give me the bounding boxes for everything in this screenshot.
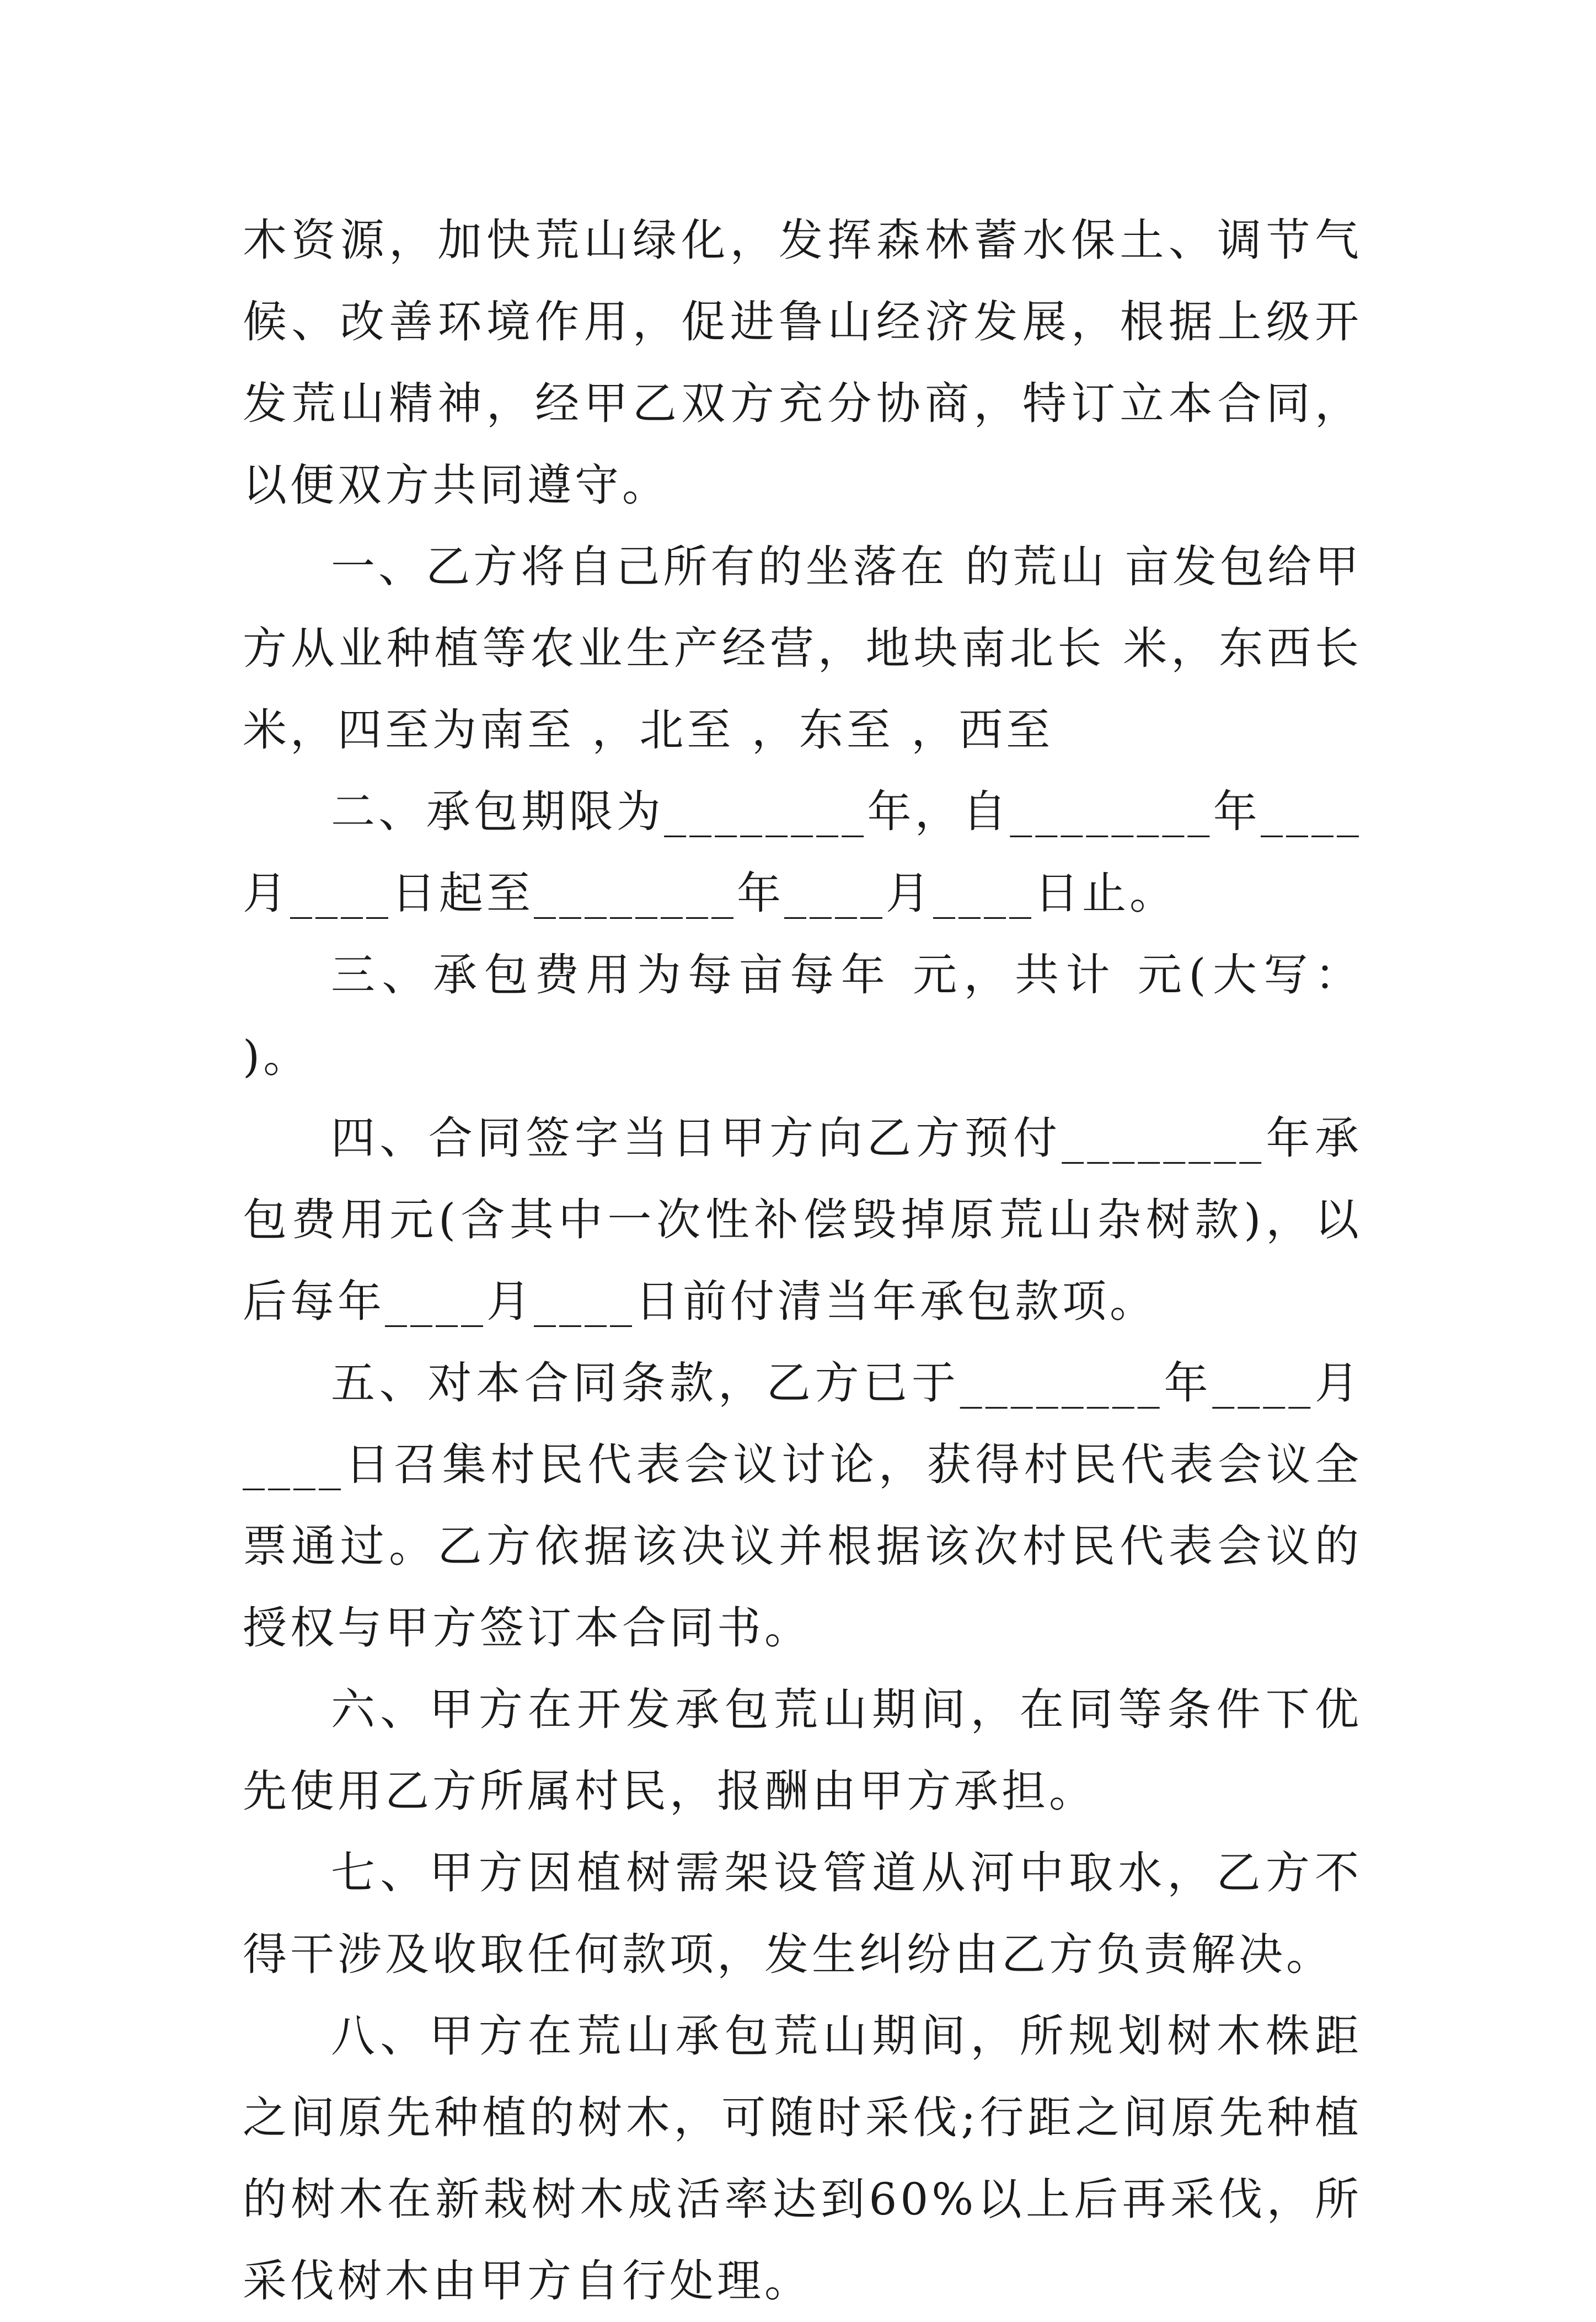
contract-body bbox=[243, 200, 1362, 2322]
clause-3: 三、承包费用为每亩每年 元，共计 元(大写： )。 bbox=[243, 949, 1362, 1082]
clause-7: 七、甲方因植树需架设管道从河中取水，乙方不得干涉及收取任何款项，发生纠纷由乙方负责解决。 bbox=[243, 1847, 1362, 1980]
clause-6: 六、甲方在开发承包荒山期间，在同等条件下优先使用乙方所属村民，报酬由甲方承担。 bbox=[243, 1684, 1362, 1817]
paragraph-intro: 木资源，加快荒山绿化，发挥森林蓄水保土、调节气候、改善环境作用，促进鲁山经济发展，根据上级开发荒山精神，经甲乙双方充分协商，特订立本合同，以便双方共同遵守。 bbox=[243, 215, 1362, 511]
clause-8: 八、甲方在荒山承包荒山期间，所规划树木株距之间原先种植的树木，可随时采伐;行距之间原先种植的树木在新栽树木成活率达到60%以上后再采伐，所采伐树木由甲方自行处理。 bbox=[243, 2010, 1362, 2307]
clause-4: 四、合同签字当日甲方向乙方预付________年承包费用元(含其中一次性补偿毁掉原荒山杂树款)，以后每年____月____日前付清当年承包款项。 bbox=[243, 1112, 1362, 1327]
clause-1: 一、乙方将自己所有的坐落在 的荒山 亩发包给甲方从业种植等农业生产经营，地块南北长 米，东西长 米，四至为南至 ，北至 ，东至 ，西至 bbox=[243, 541, 1362, 756]
clause-5: 五、对本合同条款，乙方已于________年____月____日召集村民代表会议讨论，获得村民代表会议全票通过。乙方依据该决议并根据该次村民代表会议的授权与甲方签订本合同书。 bbox=[243, 1357, 1362, 1654]
clause-2: 二、承包期限为________年，自________年____月____日起至________年____月____日止。 bbox=[243, 786, 1362, 919]
